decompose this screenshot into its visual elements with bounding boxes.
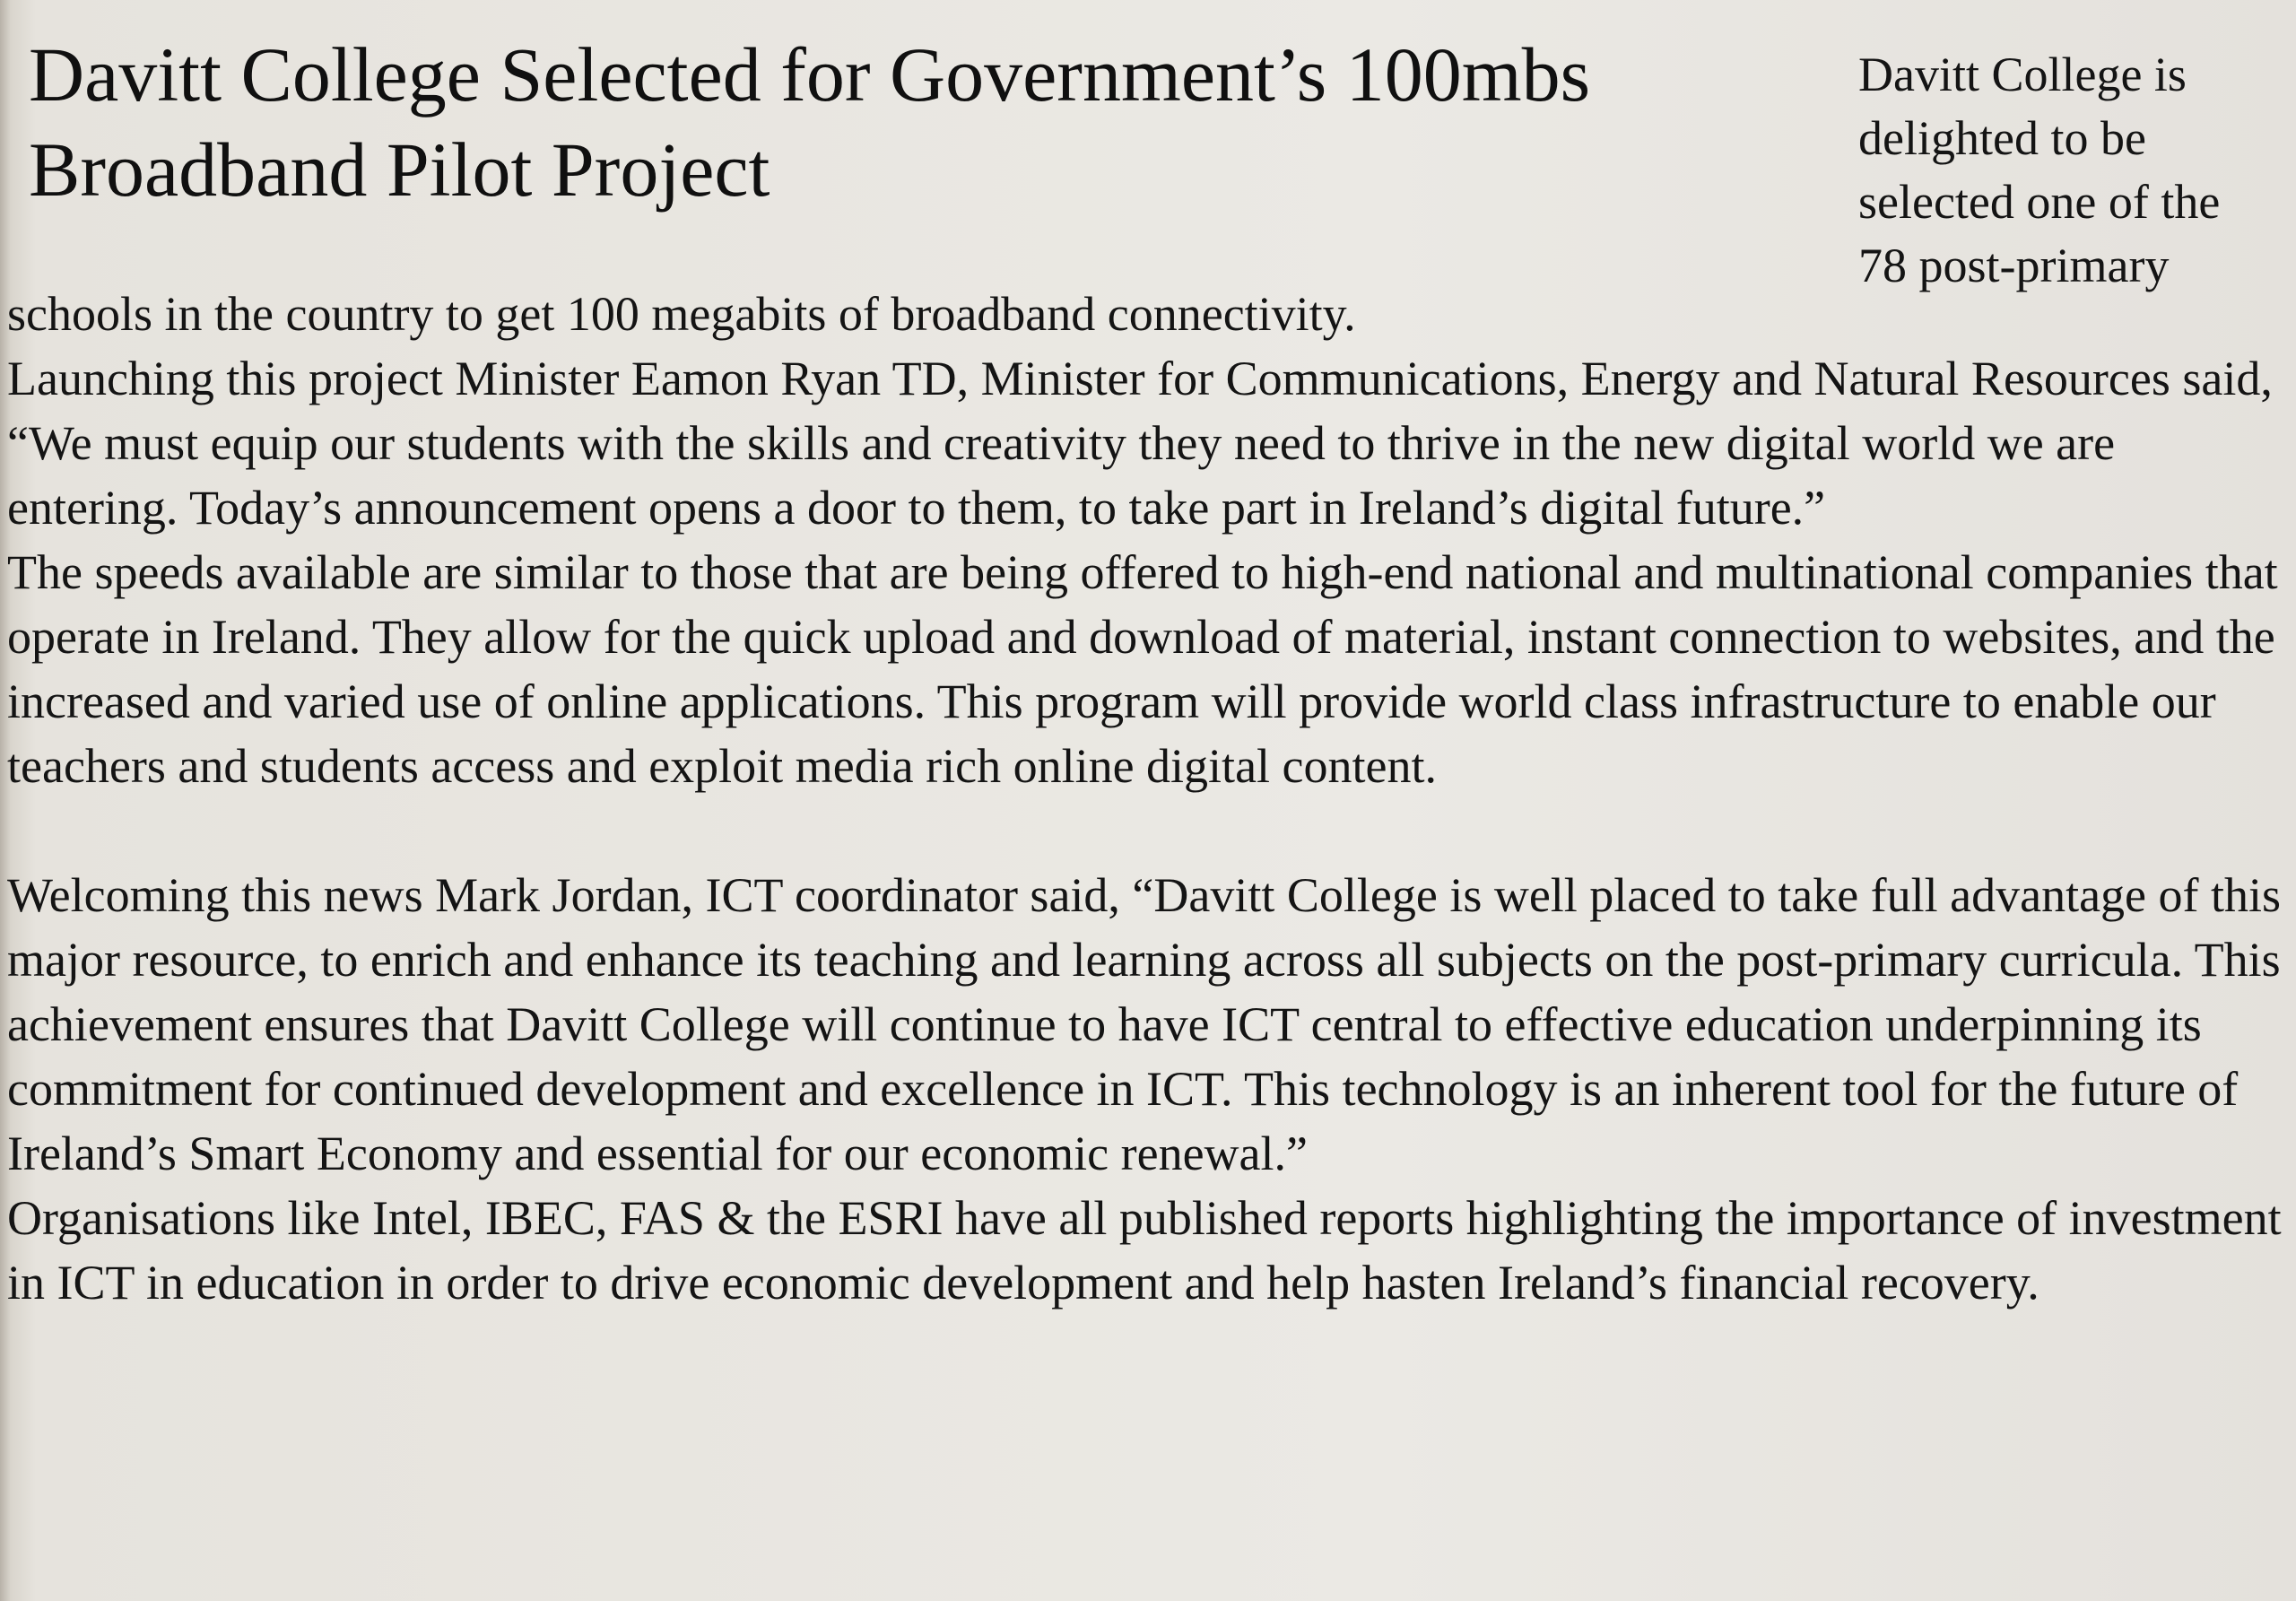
paragraph-coordinator-quote: Welcoming this news Mark Jordan, ICT coordinator said, “Davitt College is well placed to take full advantage of this major resource, to enrich and enhance its teaching and learning across all subjects on the post-primary curricula. This achievement ensures that Davitt College will continue to have ICT central to effective education underpinning its commitment for continued development and excellence in ICT. This technology is an inherent tool for the future of Ireland’s Smart Economy and essential for our economic renewal.” <box>7 868 2282 1180</box>
article-body <box>7 282 2285 1315</box>
paragraph-organisations: Organisations like Intel, IBEC, FAS & the ESRI have all published reports highlighting the importance of investment in ICT in education in order to drive economic development and help hasten Ireland’s financial recovery. <box>7 1191 2282 1310</box>
paragraph-connectivity: schools in the country to get 100 megabits of broadband connectivity. <box>7 287 1356 341</box>
paragraph-spacer <box>7 798 2285 863</box>
article-intro: Davitt College is delighted to be selected one of the 78 post-primary <box>1858 48 2221 292</box>
paragraph-speeds: The speeds available are similar to those that are being offered to high-end national and multinational companies that operate in Ireland. They allow for the quick upload and download of material, instant connection to websites, and the increased and varied use of online applications. This program will provide world class infrastructure to enable our teachers and students access and exploit media rich online digital content. <box>7 545 2278 793</box>
paragraph-minister-quote: Launching this project Minister Eamon Ryan TD, Minister for Communications, Energy and Natural Resources said, “We must equip our students with the skills and creativity they need to thrive in the new digital world we are entering. Today’s announcement opens a door to them, to take part in Ireland’s digital future.” <box>7 352 2273 535</box>
article-headline: Davitt College Selected for Government’s 100mbs Broadband Pilot Project <box>29 31 1591 213</box>
